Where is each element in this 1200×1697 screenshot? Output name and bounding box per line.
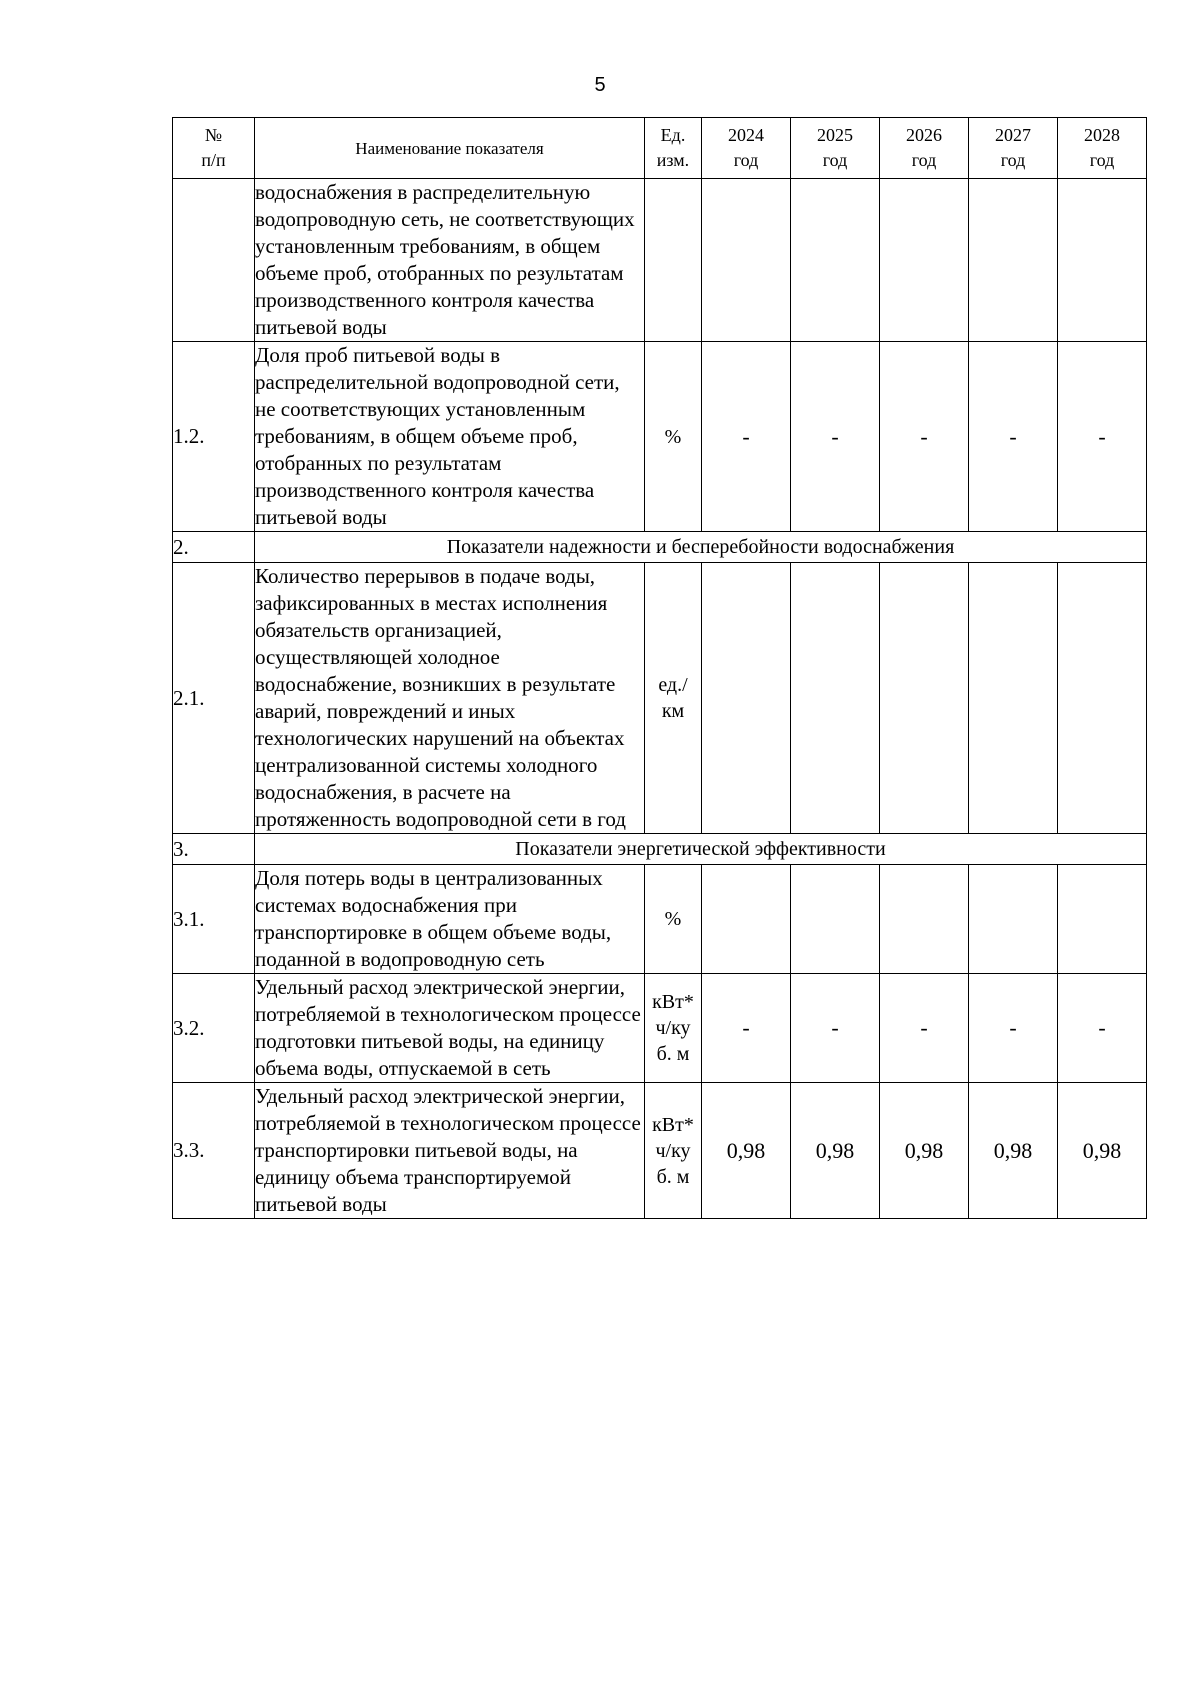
row-unit: кВт* ч/ку б. м <box>645 1083 702 1219</box>
header-num: № п/п <box>173 118 255 179</box>
row-value-2024: - <box>702 342 791 532</box>
page-number: 5 <box>594 74 606 96</box>
section-title: Показатели энергетической эффективности <box>255 834 1147 865</box>
table-row <box>173 342 1147 532</box>
section-num: 3. <box>173 834 255 865</box>
row-num <box>173 179 255 342</box>
header-year-2026: 2026 год <box>880 118 969 179</box>
row-value-2026 <box>880 179 969 342</box>
row-value-2024 <box>702 563 791 834</box>
row-name: Доля проб питьевой воды в распределительной водопроводной сети, не соответствующих установленным требованиям, в общем объеме проб, отобранных по результатам производственного контроля качества питьевой воды <box>255 342 645 532</box>
row-name: Удельный расход электрической энергии, потребляемой в технологическом процессе подготовки питьевой воды, на единицу объема воды, отпускаемой в сеть <box>255 974 645 1083</box>
row-name: Доля потерь воды в централизованных системах водоснабжения при транспортировке в общем объеме воды, поданной в водопроводную сеть <box>255 865 645 974</box>
row-num: 3.3. <box>173 1083 255 1219</box>
table-row <box>173 179 1147 342</box>
table-row <box>173 865 1147 974</box>
row-value-2024: 0,98 <box>702 1083 791 1219</box>
row-value-2024 <box>702 865 791 974</box>
row-value-2028 <box>1058 563 1147 834</box>
section-title: Показатели надежности и бесперебойности водоснабжения <box>255 532 1147 563</box>
header-year-2027: 2027 год <box>969 118 1058 179</box>
row-value-2028 <box>1058 865 1147 974</box>
row-value-2028: 0,98 <box>1058 1083 1147 1219</box>
row-num: 1.2. <box>173 342 255 532</box>
header-year-2025: 2025 год <box>791 118 880 179</box>
row-value-2025 <box>791 865 880 974</box>
row-value-2025: 0,98 <box>791 1083 880 1219</box>
row-value-2027 <box>969 563 1058 834</box>
row-value-2025: - <box>791 342 880 532</box>
row-value-2026 <box>880 865 969 974</box>
header-year-2028: 2028 год <box>1058 118 1147 179</box>
row-value-2024 <box>702 179 791 342</box>
row-value-2026: - <box>880 974 969 1083</box>
row-value-2026: 0,98 <box>880 1083 969 1219</box>
header-unit: Ед. изм. <box>645 118 702 179</box>
row-value-2026 <box>880 563 969 834</box>
table-row <box>173 1083 1147 1219</box>
table-row <box>173 563 1147 834</box>
section-num: 2. <box>173 532 255 563</box>
row-unit: % <box>645 865 702 974</box>
row-value-2024: - <box>702 974 791 1083</box>
row-name: водоснабжения в распределительную водопроводную сеть, не соответствующих установленным требованиям, в общем объеме проб, отобранных по результатам производственного контроля качества питьевой воды <box>255 179 645 342</box>
row-unit <box>645 179 702 342</box>
table-header-row <box>173 118 1147 179</box>
row-num: 3.1. <box>173 865 255 974</box>
section-row <box>173 834 1147 865</box>
row-value-2025 <box>791 563 880 834</box>
row-value-2027: 0,98 <box>969 1083 1058 1219</box>
row-value-2027 <box>969 865 1058 974</box>
header-name: Наименование показателя <box>255 118 645 179</box>
row-name: Удельный расход электрической энергии, потребляемой в технологическом процессе транспортировки питьевой воды, на единицу объема транспортируемой питьевой воды <box>255 1083 645 1219</box>
row-unit: % <box>645 342 702 532</box>
row-num: 2.1. <box>173 563 255 834</box>
row-name: Количество перерывов в подаче воды, зафиксированных в местах исполнения обязательств организацией, осуществляющей холодное водоснабжение, возникших в результате аварий, повреждений и иных технологических нарушений на объектах централизованной системы холодного водоснабжения, в расчете на протяженность водопроводной сети в год <box>255 563 645 834</box>
row-unit: ед./ км <box>645 563 702 834</box>
row-value-2027: - <box>969 974 1058 1083</box>
row-unit: кВт* ч/ку б. м <box>645 974 702 1083</box>
row-value-2027 <box>969 179 1058 342</box>
row-value-2027: - <box>969 342 1058 532</box>
row-value-2025 <box>791 179 880 342</box>
row-value-2025: - <box>791 974 880 1083</box>
table-row <box>173 974 1147 1083</box>
indicators-table <box>172 117 1147 1219</box>
row-value-2028: - <box>1058 974 1147 1083</box>
row-value-2028: - <box>1058 342 1147 532</box>
header-year-2024: 2024 год <box>702 118 791 179</box>
row-value-2026: - <box>880 342 969 532</box>
row-num: 3.2. <box>173 974 255 1083</box>
row-value-2028 <box>1058 179 1147 342</box>
section-row <box>173 532 1147 563</box>
